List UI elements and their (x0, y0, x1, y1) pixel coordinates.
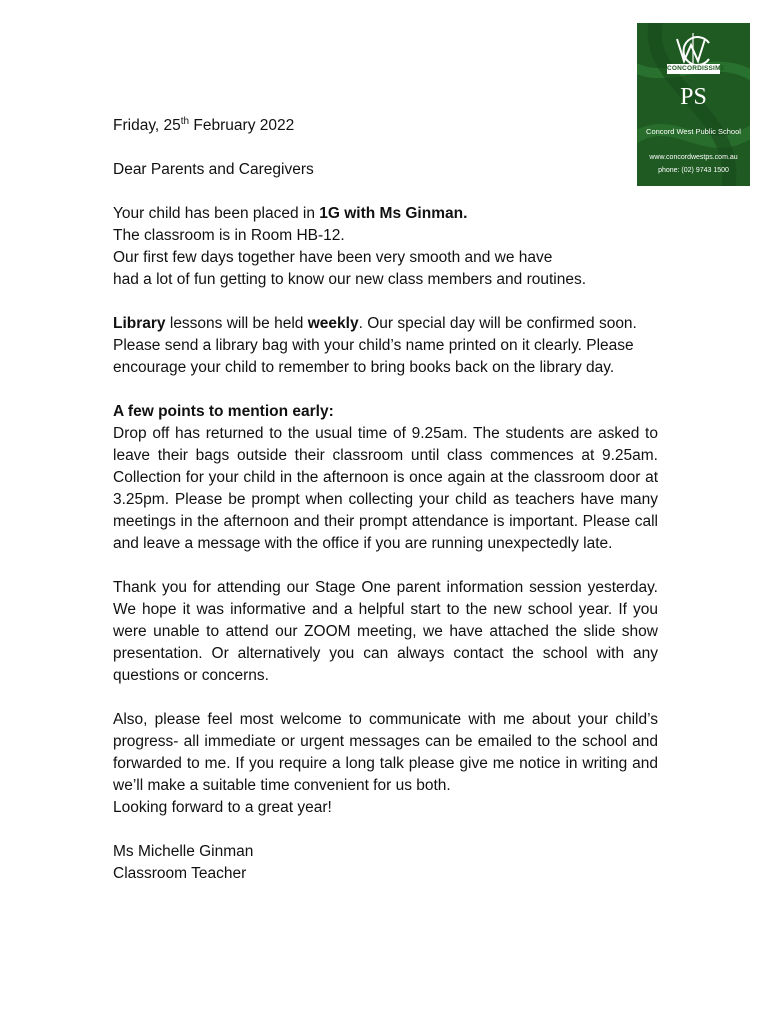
salutation: Dear Parents and Caregivers (113, 161, 314, 178)
library-label: Library (113, 315, 166, 332)
logo-website: www.concordwestps.com.au (649, 154, 738, 161)
closing-line: Looking forward to a great year! (113, 799, 332, 816)
first-days-line-2: had a lot of fun getting to know our new class members and routines. (113, 271, 587, 288)
logo-phone: phone: (02) 9743 1500 (658, 167, 729, 174)
communicate-paragraph (113, 709, 658, 819)
signature-title: Classroom Teacher (113, 865, 247, 882)
library-paragraph (113, 313, 658, 379)
library-text: lessons will be held (165, 315, 308, 332)
signature-block (113, 841, 658, 885)
logo-school-name: Concord West Public School (646, 127, 741, 136)
date-day: Friday, 25 (113, 117, 181, 134)
letter-date (113, 115, 658, 137)
classroom-line: The classroom is in Room HB-12. (113, 227, 345, 244)
placement-text: Your child has been placed in (113, 205, 320, 222)
placement-paragraph (113, 203, 658, 291)
library-weekly: weekly (307, 315, 359, 332)
thanks-paragraph: Thank you for attending our Stage One parent information session yesterday. We hope it was informative and a helpful start to the new school year. If you were unable to attend our ZOOM meeting, we have attached the slide show presentation. Or alternatively you can always contact the school with any questions or concerns. (113, 579, 658, 684)
placement-class: 1G with Ms Ginman. (319, 205, 468, 222)
communicate-body: Also, please feel most welcome to communicate with me about your child’s progress- all immediate or urgent messages can be emailed to the school and forwarded to me. If you require a long talk please give me notice in writing and we’ll make a suitable time convenient for us both. (113, 711, 658, 794)
logo-initials: PS (680, 84, 707, 110)
signature-name: Ms Michelle Ginman (113, 843, 254, 860)
date-month-year: February 2022 (189, 117, 295, 134)
date-ordinal: th (180, 115, 190, 127)
library-text-rest: . Our special day will be confirmed soon. Please send a library bag with your child’s name printed on it clearly. Please encourage your child to remember to bring books back on the library day. (113, 315, 637, 376)
points-paragraph (113, 401, 658, 555)
crest-icon (637, 23, 750, 67)
logo-motto: CONCORDISSIME (667, 65, 726, 72)
letter-body (113, 115, 658, 907)
points-heading: A few points to mention early: (113, 403, 334, 420)
placement-line (113, 203, 658, 225)
first-days-line-1: Our first few days together have been very smooth and we have (113, 249, 553, 266)
points-body: Drop off has returned to the usual time of 9.25am. The students are asked to leave their bags outside their classroom until class commences at 9.25am. Collection for your child in the afternoon is once again at the classroom door at 3.25pm. Please be prompt when collecting your child as teachers have many meetings in the afternoon and their prompt attendance is important. Please call and leave a message with the office if you are running unexpectedly late. (113, 425, 658, 552)
